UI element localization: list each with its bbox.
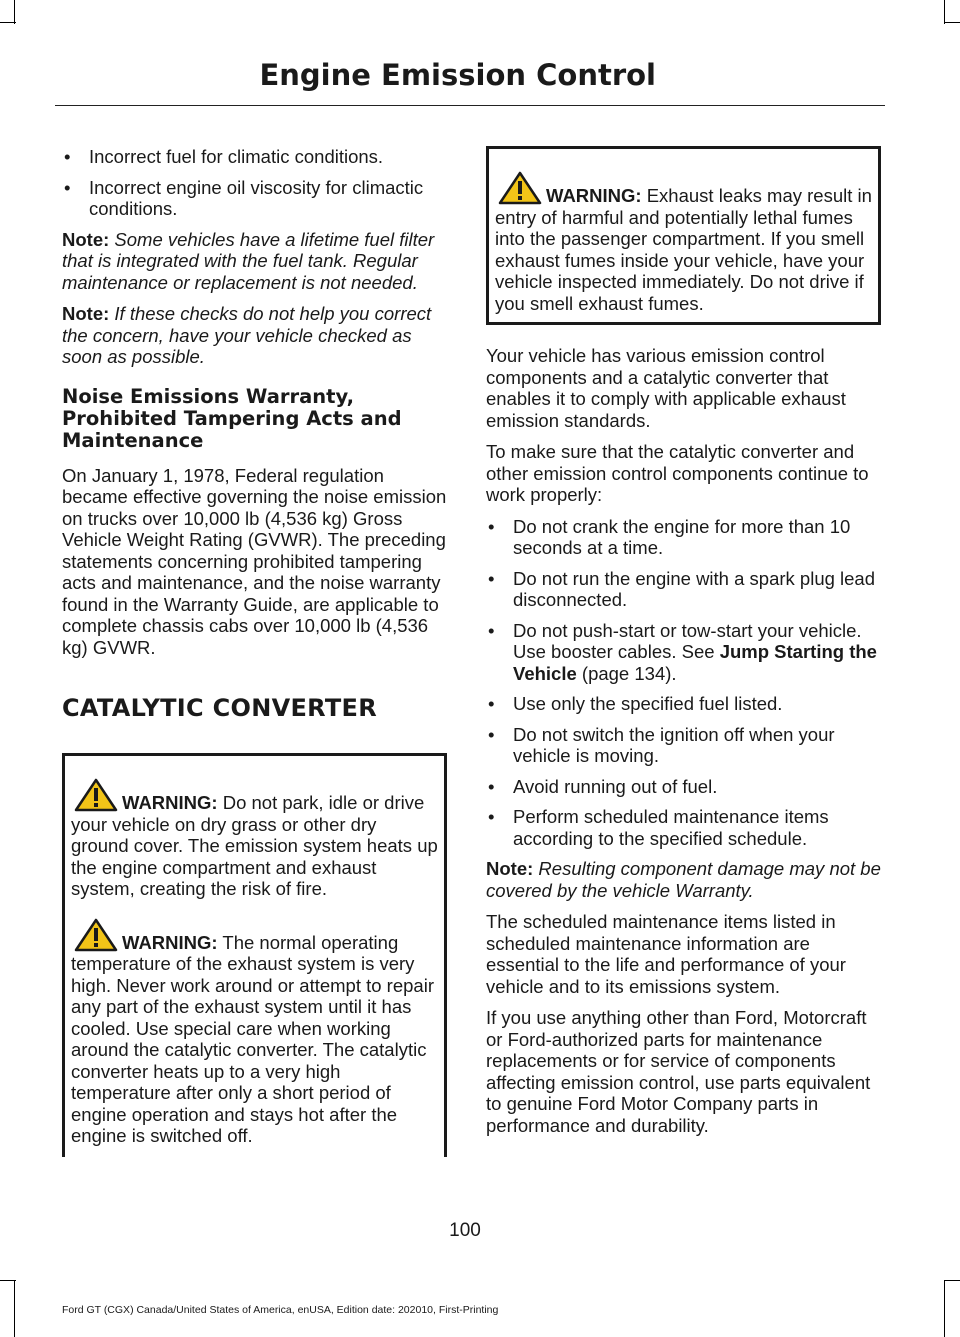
cross-reference-link[interactable]: Jump Starting the Vehicle xyxy=(513,641,877,684)
list-item-text: Do not run the engine with a spark plug lead disconnected. xyxy=(513,567,876,610)
body-paragraph: To make sure that the catalytic converter and other emission control components continue to work properly: xyxy=(486,441,869,505)
section-heading: Noise Emissions Warranty, Prohibited Tampering Acts and Maintenance xyxy=(62,384,402,452)
bullet-icon: • xyxy=(488,723,495,745)
list-item xyxy=(486,516,881,559)
list-item-text: Use only the specified fuel listed. xyxy=(513,693,783,714)
bullet-icon: • xyxy=(488,515,495,537)
bullet-icon: • xyxy=(64,146,71,167)
warning-paragraph xyxy=(71,778,438,900)
crop-mark-bottom-right-h xyxy=(944,1280,960,1281)
note-label: Note: xyxy=(62,228,110,250)
bullet-icon: • xyxy=(488,567,495,589)
list-item xyxy=(486,693,881,715)
crop-mark-bottom-right-v xyxy=(944,1280,945,1337)
footer-edition-info: Ford GT (CGX) Canada/United States of America, enUSA, Edition date: 202010, First-Printing xyxy=(62,1304,499,1316)
warning-paragraph xyxy=(495,171,872,314)
warning-text: Exhaust leaks may result in entry of harmful and potentially lethal fumes into the passenger compartment. If you smell exhaust fumes inside your vehicle, have your vehicle inspected immediately. Do not drive if you smell exhaust fumes. xyxy=(495,185,872,314)
list-item xyxy=(486,568,881,611)
bullet-icon: • xyxy=(488,806,495,827)
warning-text: Do not park, idle or drive your vehicle on dry grass or other dry ground cover. The emission system heats up the engine compartment and exhaust system, creating the risk of fire. xyxy=(71,792,438,899)
note-paragraph xyxy=(486,858,881,901)
page-number: 100 xyxy=(449,1220,481,1241)
warning-box xyxy=(486,146,881,325)
list-item xyxy=(62,177,447,220)
crop-mark-bottom-left-v xyxy=(14,1280,15,1337)
body-paragraph: On January 1, 1978, Federal regulation became effective governing the noise emission on trucks over 10,000 lb (4,536 kg) Gross Vehicle Weight Rating (GVWR). The preceding statements concerning prohibited tampering acts and maintenance, and the noise warranty found in the Warranty Guide, are applicable to complete chassis cabs over 10,000 lb (4,536 kg) GVWR. xyxy=(62,464,447,658)
note-text: If these checks do not help you correct the concern, have your vehicle checked as soon as possible. xyxy=(62,303,432,367)
warning-label: WARNING: xyxy=(546,185,642,206)
warning-label: WARNING: xyxy=(122,792,218,813)
list-item xyxy=(62,146,447,168)
body-paragraph: The scheduled maintenance items listed in scheduled maintenance information are essential to the life and performance of your vehicle and to its emissions system. xyxy=(486,911,846,997)
body-paragraph: If you use anything other than Ford, Motorcraft or Ford-authorized parts for maintenance replacements or for service of components affecting emission control, use parts equivalent to genuine Ford Motor Company parts in performance and durability. xyxy=(486,1007,871,1136)
list-item-text: Do not crank the engine for more than 10 seconds at a time. xyxy=(513,515,851,558)
left-column xyxy=(62,146,447,1157)
warning-paragraph xyxy=(71,918,438,1147)
warning-text: The normal operating temperature of the exhaust system is very high. Never work around or attempt to repair any part of the exhaust system until it has cooled. Use special care when working around the catalytic converter. The catalytic converter heats up to a very high temperature after only a short period of engine operation and stays hot after the engine is switched off. xyxy=(71,931,434,1146)
list-item xyxy=(486,776,881,798)
warning-triangle-icon xyxy=(74,778,118,812)
page-reference: (page 134). xyxy=(576,662,677,684)
warning-triangle-icon xyxy=(498,171,542,205)
bullet-icon: • xyxy=(488,693,495,714)
list-item xyxy=(486,724,881,767)
page-header-title: Engine Emission Control xyxy=(259,58,656,92)
bullet-icon: • xyxy=(488,775,495,797)
list-item-text: Avoid running out of fuel. xyxy=(513,775,718,797)
warning-triangle-icon xyxy=(74,918,118,952)
note-label: Note: xyxy=(62,303,110,324)
crop-mark-top-right-v xyxy=(944,0,945,24)
crop-mark-top-right-h xyxy=(944,22,960,23)
header-divider xyxy=(55,105,885,106)
list-item-text: Incorrect fuel for climatic conditions. xyxy=(89,146,384,167)
warning-label: WARNING: xyxy=(122,931,218,953)
crop-mark-top-left-v xyxy=(14,0,15,24)
note-paragraph xyxy=(62,303,447,368)
list-item-text: Incorrect engine oil viscosity for climactic conditions. xyxy=(89,176,424,219)
list-item-text: Do not switch the ignition off when your vehicle is moving. xyxy=(513,723,835,766)
list-item-text-before: Do not push-start or tow-start your vehicle. Use booster cables. See xyxy=(513,619,862,662)
note-paragraph xyxy=(62,229,447,294)
warning-box xyxy=(62,753,447,1157)
bullet-icon: • xyxy=(64,176,71,198)
crop-mark-top-left-h xyxy=(0,22,16,23)
right-column xyxy=(486,146,881,1146)
crop-mark-bottom-left-h xyxy=(0,1280,16,1281)
list-item xyxy=(486,806,881,849)
list-item-text xyxy=(513,620,877,684)
bullet-icon: • xyxy=(488,619,495,641)
note-label: Note: xyxy=(486,858,534,879)
list-item xyxy=(486,620,881,685)
note-text: Resulting component damage may not be covered by the vehicle Warranty. xyxy=(486,858,881,901)
main-heading: CATALYTIC CONVERTER xyxy=(62,694,378,722)
body-paragraph: Your vehicle has various emission control components and a catalytic converter that enables it to comply with applicable exhaust emission standards. xyxy=(486,345,846,431)
list-item-text: Perform scheduled maintenance items according to the specified schedule. xyxy=(513,806,829,849)
note-text: Some vehicles have a lifetime fuel filter that is integrated with the fuel tank. Regular maintenance or replacement is not needed. xyxy=(62,228,435,293)
